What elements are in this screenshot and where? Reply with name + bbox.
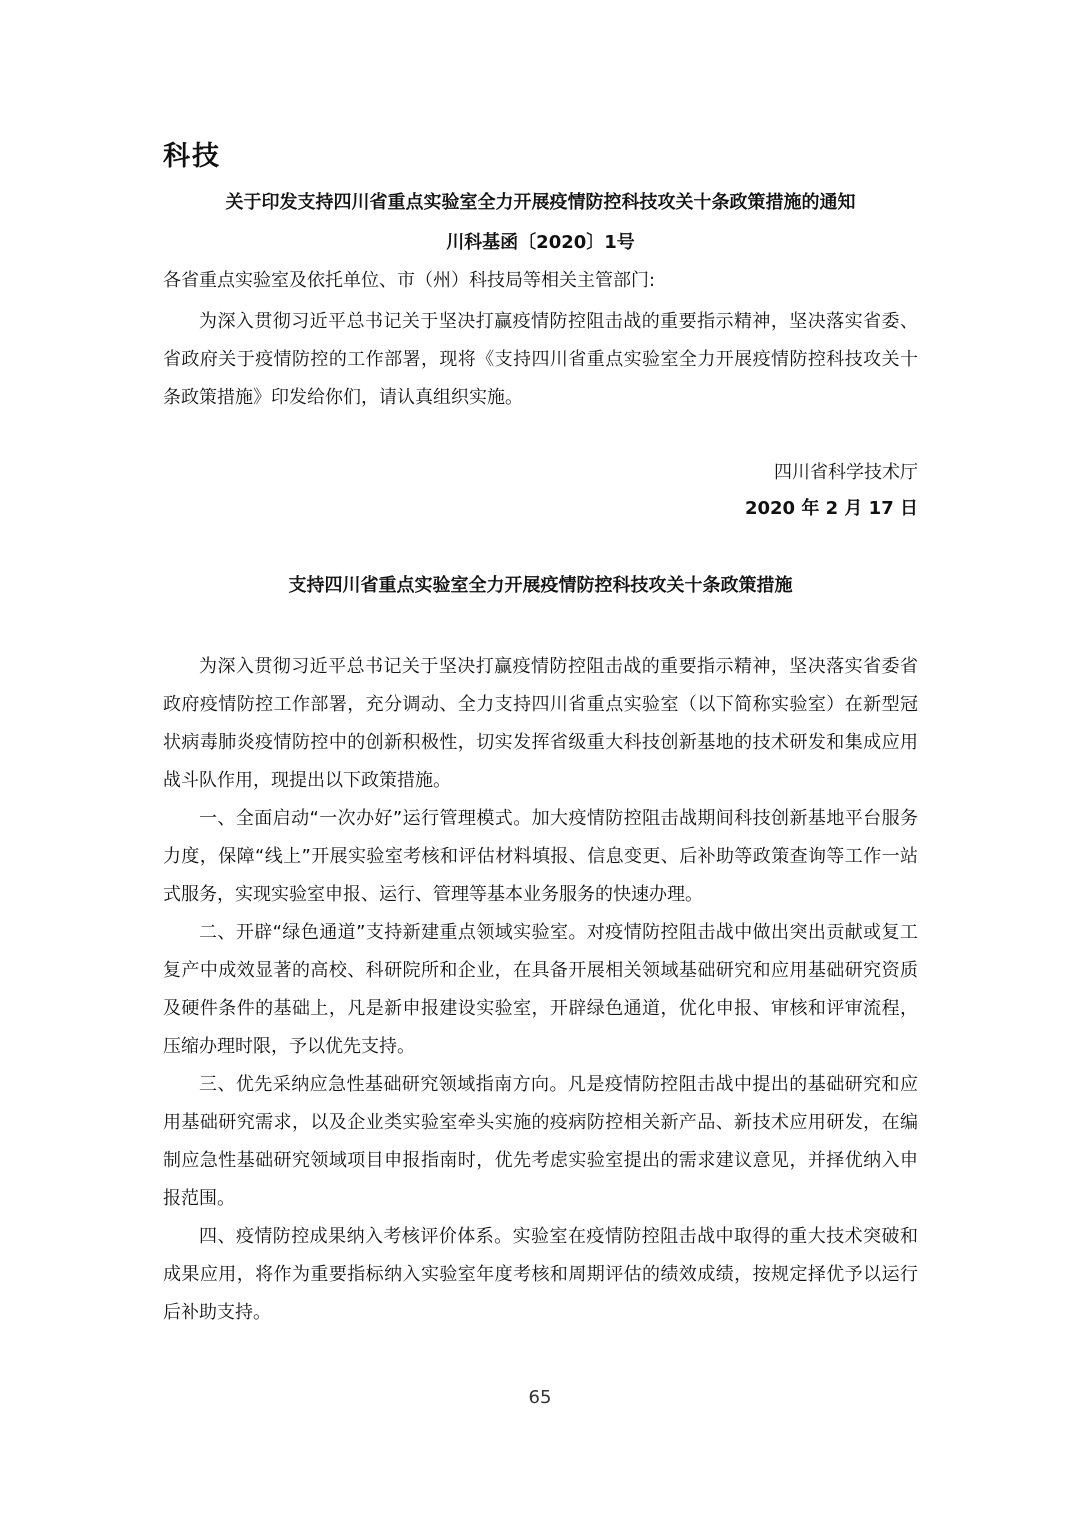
policy-paragraph: 二、开辟“绿色通道”支持新建重点领域实验室。对疫情防控阻击战中做出突出贡献或复工复产中成效显著的高校、科研院所和企业，在具备开展相关领域基础研究和应用基础研究资质及硬件条件的基础上，凡是新申报建设实验室，开辟绿色通道，优化申报、审核和评审流程，压缩办理时限，予以优先支持。 [163,922,918,1057]
addressee [163,262,918,300]
notice-body-text: 为深入贯彻习近平总书记关于坚决打赢疫情防控阻击战的重要指示精神，坚决落实省委、省政府关于疫情防控的工作部署，现将《支持四川省重点实验室全力开展疫情防控科技攻关十条政策措施》印发给你们，请认真组织实施。 [163,311,918,408]
notice-title: 关于印发支持四川省重点实验室全力开展疫情防控科技攻关十条政策措施的通知 [225,192,856,213]
signature-date: 2020 年 2 月 17 日 [744,498,918,519]
policy-body [163,648,918,1332]
page-number: 65 [528,1387,552,1408]
signature-organization: 四川省科学技术厅 [774,462,918,483]
policy-paragraph: 一、全面启动“一次办好”运行管理模式。加大疫情防控阻击战期间科技创新基地平台服务力度，保障“线上”开展实验室考核和评估材料填报、信息变更、后补助等政策查询等工作一站式服务，实现实验室申报、运行、管理等基本业务服务的快速办理。 [163,808,918,905]
policy-paragraph: 四、疫情防控成果纳入考核评价体系。实验室在疫情防控阻击战中取得的重大技术突破和成果应用，将作为重要指标纳入实验室年度考核和周期评估的绩效成绩，按规定择优予以运行后补助支持。 [163,1226,918,1323]
policy-title: 支持四川省重点实验室全力开展疫情防控科技攻关十条政策措施 [288,575,793,596]
section-heading: 科技 [163,141,221,172]
notice-body [163,303,918,417]
policy-paragraph: 三、优先采纳应急性基础研究领域指南方向。凡是疫情防控阻击战中提出的基础研究和应用基础研究需求，以及企业类实验室牵头实施的疫病防控相关新产品、新技术应用研发，在编制应急性基础研究领域项目申报指南时，优先考虑实验室提出的需求建议意见，并择优纳入申报范围。 [163,1074,918,1209]
policy-paragraph: 为深入贯彻习近平总书记关于坚决打赢疫情防控阻击战的重要指示精神，坚决落实省委省政府疫情防控工作部署，充分调动、全力支持四川省重点实验室（以下简称实验室）在新型冠状病毒肺炎疫情防控中的创新积极性，切实发挥省级重大科技创新基地的技术研发和集成应用战斗队作用，现提出以下政策措施。 [163,656,918,791]
addressee-text: 各省重点实验室及依托单位、市（州）科技局等相关主管部门: [163,270,656,291]
document-number: 川科基函〔2020〕1号 [446,232,635,253]
